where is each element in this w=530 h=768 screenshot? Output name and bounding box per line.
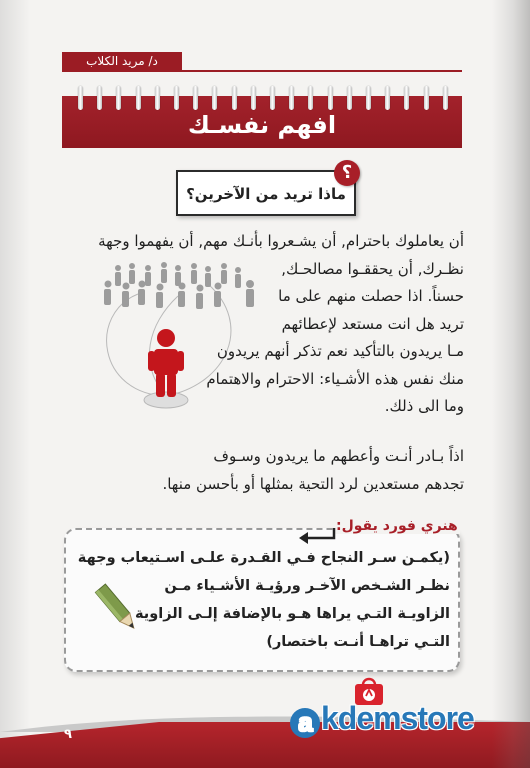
ring-icon — [116, 86, 121, 110]
pencil-icon — [92, 582, 144, 638]
watermark-text: kdemstore — [321, 700, 474, 736]
ring-icon — [366, 86, 371, 110]
ring-icon — [289, 86, 294, 110]
ring-icon — [347, 86, 352, 110]
author-name: د/ مريد الكلاب — [62, 52, 182, 70]
ring-icon — [308, 86, 313, 110]
text-line: مـا يريدون بالتأكيد نعم تذكر أنهم يريدون — [216, 342, 464, 360]
quote-line: نظـر الشـخص الآخـر ورؤيـة الأشـياء مـن — [164, 578, 450, 594]
paragraph-2 — [64, 442, 464, 498]
watermark-letter-a: a — [290, 708, 320, 738]
quote-text — [77, 544, 450, 656]
header-rule — [62, 70, 462, 72]
quote-line: الزاويـة التـي يراها هـو بالإضافة إلـى الزاوية — [134, 606, 450, 622]
ring-icon — [155, 86, 160, 110]
question-mark-icon: ؟ — [334, 160, 360, 186]
ring-icon — [97, 86, 102, 110]
ring-icon — [328, 86, 333, 110]
text-line: حسناً. اذا حصلت منهم على ما — [278, 287, 464, 305]
quote-line: (يكمـن سـر النجاح فـي القـدرة علـى اسـتيعاب وجهة — [77, 550, 450, 566]
text-line: وما الى ذلك. — [384, 397, 464, 415]
ring-icon — [251, 86, 256, 110]
ring-icon — [385, 86, 390, 110]
ring-icon — [404, 86, 409, 110]
text-line: تريد هل انت مستعد لإعطائهم — [281, 314, 464, 333]
notepad-rings — [78, 86, 448, 112]
ring-icon — [174, 86, 179, 110]
paragraph-1 — [64, 228, 464, 421]
ring-icon — [78, 86, 83, 110]
ring-icon — [193, 86, 198, 110]
page-shadow-right — [492, 0, 530, 768]
text-line: نظـرك, أن يحققـوا مصالحـك, — [281, 259, 464, 278]
ring-icon — [424, 86, 429, 110]
text-line: منك نفس هذه الأشـياء: الاحترام والاهتمام — [206, 369, 464, 388]
ring-icon — [212, 86, 217, 110]
ring-icon — [270, 86, 275, 110]
ring-icon — [232, 86, 237, 110]
page-number: ٩ — [64, 727, 72, 742]
page-shadow-left — [0, 0, 30, 768]
text-line: اذاً بـادر أنـت وأعطهم ما يريدون وسـوف — [213, 447, 464, 465]
quote-line: التـي تراهـا أنـت باختصار) — [266, 634, 450, 650]
question-heading: ماذا تريد من الآخرين؟ — [176, 170, 356, 216]
text-line: تجدهم مستعدين لرد التحية بمثلها أو بأحسن منها. — [162, 475, 464, 493]
section-title: افهم نفسـك — [62, 96, 462, 148]
text-line: أن يعاملوك باحترام, أن يشـعروا بأنـك مهم, أن يفهموا وجهة — [98, 232, 464, 250]
ring-icon — [443, 86, 448, 110]
quote-title: هنري فورد يقول: — [336, 518, 458, 534]
ring-icon — [136, 86, 141, 110]
watermark-logo — [290, 700, 474, 738]
